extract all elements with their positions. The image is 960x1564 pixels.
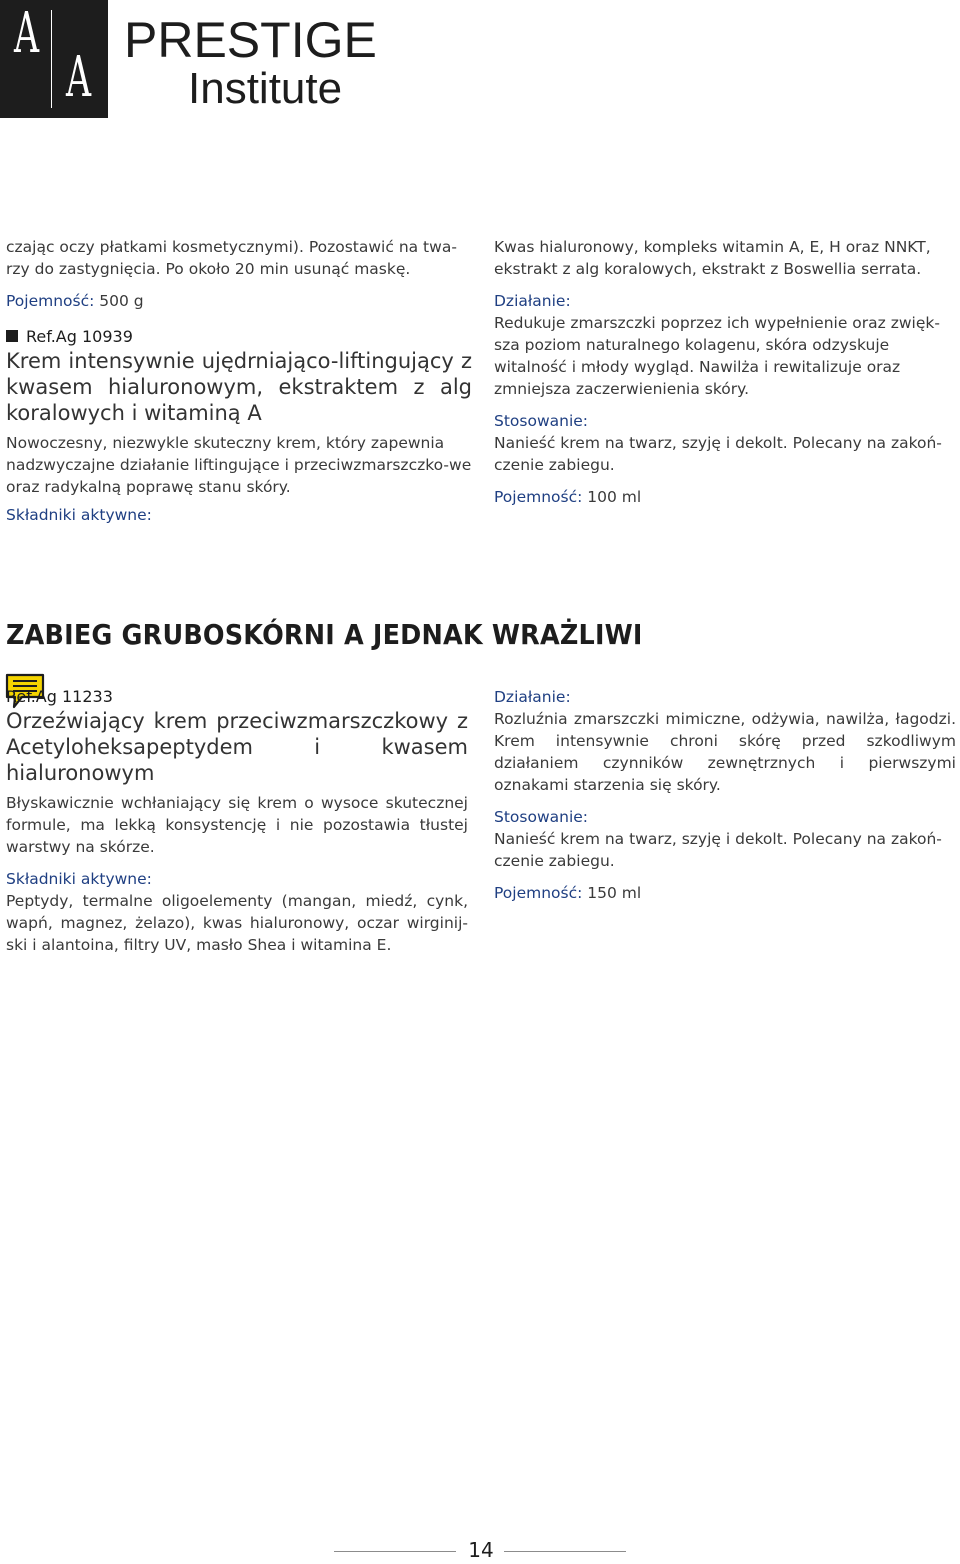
capacity-label: Pojemność: — [6, 292, 95, 310]
logo-letter-a-1: A — [14, 1, 40, 66]
capacity-value: 100 ml — [587, 488, 642, 506]
left-column-top — [6, 236, 472, 526]
square-bullet-icon — [6, 330, 18, 342]
page-rule-right — [504, 1551, 626, 1552]
brand-line-1: PRESTIGE — [124, 12, 377, 68]
product-ref-text: Ref.Ag 10939 — [26, 327, 133, 346]
capacity-value: 500 g — [99, 292, 144, 310]
action-text: Rozluźnia zmarszczki mimiczne, odżywia, nawilża, łagodzi. Krem intensywnie chroni skórę przed szkodliwym działaniem czynników zewnętrznych i pierwszymi oznakami starzenia się skóry. — [494, 710, 956, 794]
logo-divider — [51, 10, 52, 108]
section-heading: ZABIEG GRUBOSKÓRNI A JEDNAK WRAŻLIWI — [6, 618, 643, 651]
ingredients-text: Peptydy, termalne oligoelementy (mangan, miedź, cynk, wapń, magnez, żelazo), kwas hialuronowy, oczar wirginij-ski i alantoina, filtry UV, masło Shea i witamina E. — [6, 892, 468, 954]
usage-text: Nanieść krem na twarz, szyję i dekolt. Polecany na zakoń-czenie zabiegu. — [494, 434, 942, 474]
page-rule-left — [334, 1551, 456, 1552]
capacity-label: Pojemność: — [494, 488, 583, 506]
capacity-line — [494, 486, 956, 508]
capacity-label: Pojemność: — [494, 884, 583, 902]
action-text: Redukuje zmarszczki poprzez ich wypełnienie oraz zwięk-sza poziom naturalnego kolagenu, skóra odzyskuje witalność i młody wygląd. Nawilża i rewitalizuje oraz zmniejsza zaczerwienienia skóry. — [494, 314, 940, 398]
capacity-line — [494, 882, 956, 904]
capacity-value: 150 ml — [587, 884, 642, 902]
action-label: Działanie: — [494, 292, 571, 310]
product-description: Błyskawicznie wchłaniający się krem o wysoce skutecznej formule, ma lekką konsystencję i nie pozostawia tłustej warstwy na skórze. — [6, 794, 468, 856]
brand-name — [124, 14, 377, 112]
product-ref: Ref.Ag 11233 — [6, 687, 113, 706]
page-number: 14 — [468, 1538, 494, 1562]
action-label: Działanie: — [494, 688, 571, 706]
continuation-text: czając oczy płatkami kosmetycznymi). Pozostawić na twa-rzy do zastygnięcia. Po około 20 min usunąć maskę. — [6, 238, 457, 278]
product-ref — [6, 326, 472, 348]
brand-line-2: Institute — [188, 64, 343, 113]
brand-logo — [0, 0, 108, 118]
usage-label: Stosowanie: — [494, 808, 589, 826]
ingredients-text: Kwas hialuronowy, kompleks witamin A, E, H oraz NNKT, ekstrakt z alg koralowych, ekstrakt z Boswellia serrata. — [494, 238, 931, 278]
capacity-line — [6, 290, 472, 312]
right-column-bottom — [494, 686, 956, 904]
right-column-top — [494, 236, 956, 508]
usage-label: Stosowanie: — [494, 412, 589, 430]
product-description: Nowoczesny, niezwykle skuteczny krem, który zapewnia nadzwyczajne działanie liftingujące i przeciwzmarszczko-we oraz radykalną poprawę stanu skóry. — [6, 434, 472, 496]
left-column-bottom — [6, 686, 468, 956]
product-title: Orzeźwiający krem przeciwzmarszczkowy z Acetyloheksapeptydem i kwasem hialuronowym — [6, 709, 468, 785]
ingredients-label: Składniki aktywne: — [6, 870, 152, 888]
usage-text: Nanieść krem na twarz, szyję i dekolt. Polecany na zakoń-czenie zabiegu. — [494, 830, 942, 870]
ingredients-label: Składniki aktywne: — [6, 506, 152, 524]
product-title: Krem intensywnie ujędrniająco-liftingujący z kwasem hialuronowym, ekstraktem z alg koralowych i witaminą A — [6, 349, 472, 425]
logo-letter-a-2: A — [66, 45, 92, 110]
